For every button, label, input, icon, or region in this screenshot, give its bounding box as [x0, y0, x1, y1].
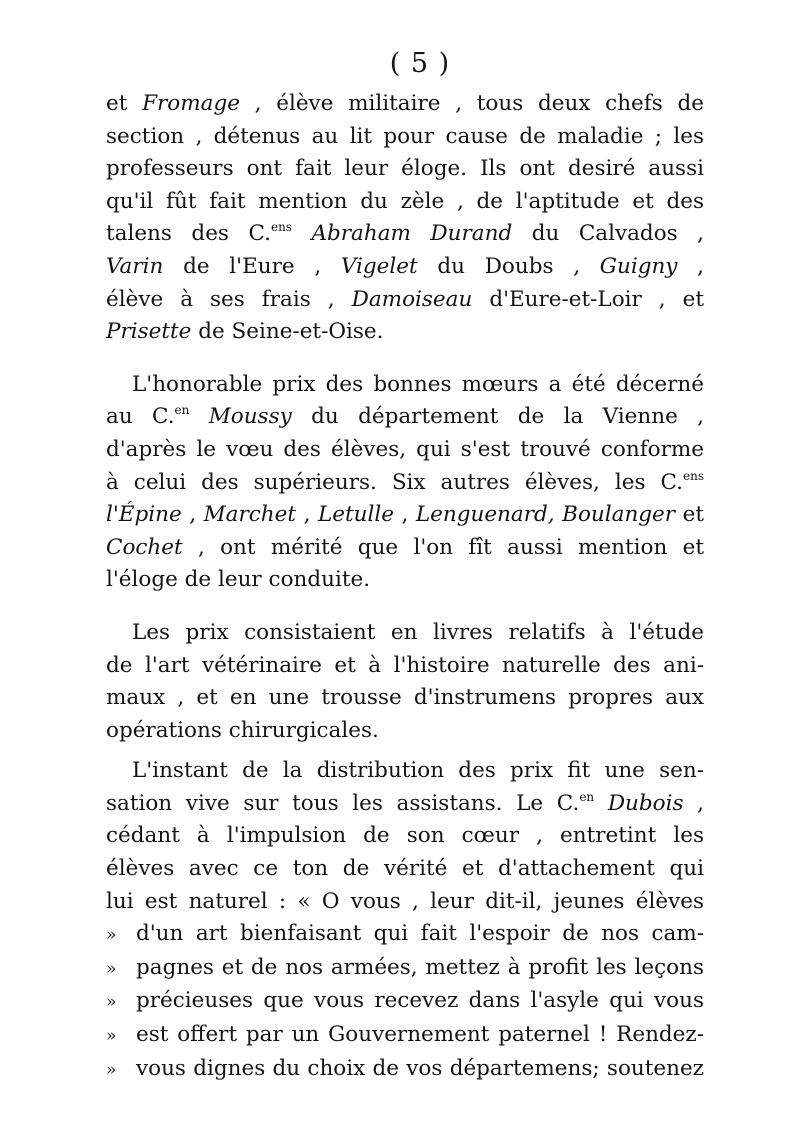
italic-name: Lenguenard,: [415, 502, 555, 528]
text-run: pagnes et de nos armées, mettez à profit les leçons: [136, 954, 704, 980]
page-number: ( 5 ): [389, 48, 451, 79]
text-line: [106, 401, 704, 434]
text-run: et: [675, 502, 704, 528]
text-line: [106, 499, 704, 532]
text-run: élève à ses frais ,: [106, 286, 352, 312]
text-run: du Doubs ,: [417, 253, 600, 279]
italic-name: Damoiseau: [351, 286, 473, 312]
text-line: [106, 886, 704, 919]
text-line: [106, 251, 704, 284]
text-run: d'après le vœu des élèves, qui s'est trouvé conforme: [106, 436, 704, 462]
text-run: au C.: [106, 404, 175, 430]
text-run: , élève militaire , tous deux chefs de: [239, 91, 704, 116]
text-line: [106, 650, 704, 683]
italic-name: Fromage: [142, 91, 240, 116]
text-line: [106, 918, 704, 952]
italic-name: Varin: [106, 253, 164, 279]
italic-name: Letulle: [317, 502, 394, 528]
italic-name: Prisette: [106, 319, 192, 345]
paragraph-4: [106, 755, 704, 1086]
text-run: ,: [677, 253, 705, 279]
text-run: ,: [393, 502, 416, 528]
text-run: d'un art bienfaisant qui fait l'espoir de nos cam-: [136, 921, 704, 947]
text-run: à celui des supérieurs. Six autres élèves, les C.: [106, 469, 683, 495]
text-run: et: [106, 91, 143, 116]
text-run: lui est naturel : « O vous , leur dit-il, jeunes élèves: [106, 888, 704, 914]
text-run: L'honorable prix des bonnes mœurs a été décerné: [132, 371, 704, 397]
superscript: en: [174, 403, 190, 418]
text-run: vous dignes du choix de vos départemens; soutenez: [136, 1055, 704, 1081]
text-run: sation vive sur tous les assistans. Le C.: [106, 790, 580, 816]
text-line: [106, 853, 704, 886]
text-run: talens des C.: [106, 221, 271, 247]
text-run: d'Eure-et-Loir , et: [472, 286, 705, 312]
italic-name: Dubois: [607, 790, 684, 816]
text-line: [106, 532, 704, 565]
quotation-mark: »: [106, 992, 117, 1013]
text-line: [106, 369, 704, 402]
quotation-mark: »: [106, 958, 117, 979]
text-run: , ont mérité que l'on fît aussi mention et: [182, 534, 704, 560]
text-run: section , détenus au lit pour cause de maladie ; les: [106, 123, 704, 149]
italic-name: Marchet: [203, 502, 297, 528]
text-run: du Calvados ,: [512, 221, 705, 247]
text-run: ,: [683, 790, 704, 816]
paragraph-2: [106, 369, 704, 597]
paragraph-3: [106, 617, 704, 747]
text-line: [106, 467, 704, 500]
text-run: Les prix consistaient en livres relatifs à l'étude: [132, 619, 704, 645]
text-run: L'instant de la distribution des prix fit une sen-: [132, 758, 704, 784]
italic-name: Boulanger: [562, 502, 676, 528]
superscript: ens: [270, 220, 292, 235]
text-line: [106, 218, 704, 251]
text-run: du département de la Vienne ,: [291, 404, 704, 430]
italic-name: Moussy: [208, 404, 292, 430]
text-run: professeurs ont fait leur éloge. Ils ont desiré aussi: [106, 156, 704, 182]
quotation-mark: »: [106, 925, 117, 946]
text-line: [106, 715, 704, 748]
text-run: ,: [296, 502, 318, 528]
text-run: maux , et en une trousse d'instrumens propres aux: [106, 685, 704, 711]
text-run: opérations chirurgicales.: [106, 717, 379, 743]
text-run: élèves avec ce ton de vérité et d'attachement qui: [106, 856, 704, 882]
text-run: [292, 221, 312, 246]
text-line: [106, 952, 704, 986]
text-line: [106, 316, 704, 349]
text-line: [106, 617, 704, 650]
text-run: ,: [181, 502, 204, 528]
text-line: [106, 788, 704, 821]
quotation-mark: »: [106, 1059, 117, 1080]
quotation-mark: »: [106, 1026, 117, 1047]
text-run: précieuses que vous recevez dans l'asyle qui vous: [136, 988, 704, 1014]
text-line: [106, 564, 704, 597]
paragraph-1: [106, 88, 704, 349]
text-run: de Seine-et-Oise.: [191, 319, 384, 345]
text-line: [106, 1053, 704, 1087]
text-line: [106, 153, 704, 186]
text-run: [594, 791, 608, 816]
text-run: cédant à l'impulsion de son cœur , entretint les: [106, 823, 704, 849]
text-line: [106, 985, 704, 1019]
text-line: [106, 186, 704, 219]
text-line: [106, 755, 704, 788]
text-line: [106, 88, 704, 121]
text-run: l'éloge de leur conduite.: [106, 567, 371, 593]
italic-name: Vigelet: [340, 253, 418, 279]
text-line: [106, 121, 704, 154]
text-line: [106, 682, 704, 715]
text-run: est offert par un Gouvernement paternel ! Rendez-: [136, 1022, 704, 1048]
text-run: qu'il fût fait mention du zèle , de l'aptitude et des: [106, 188, 704, 214]
italic-name: Cochet: [106, 534, 183, 560]
text-run: de l'art vétérinaire et à l'histoire naturelle des ani-: [106, 652, 704, 678]
italic-name: l'Épine: [106, 502, 182, 528]
text-run: [189, 404, 208, 429]
text-line: [106, 820, 704, 853]
text-run: de l'Eure ,: [163, 253, 341, 279]
italic-name: Abraham Durand: [311, 221, 513, 247]
text-line: [106, 434, 704, 467]
italic-name: Guigny: [599, 253, 678, 279]
text-line: [106, 284, 704, 317]
superscript: en: [579, 789, 595, 804]
superscript: ens: [683, 468, 704, 483]
text-line: [106, 1019, 704, 1053]
